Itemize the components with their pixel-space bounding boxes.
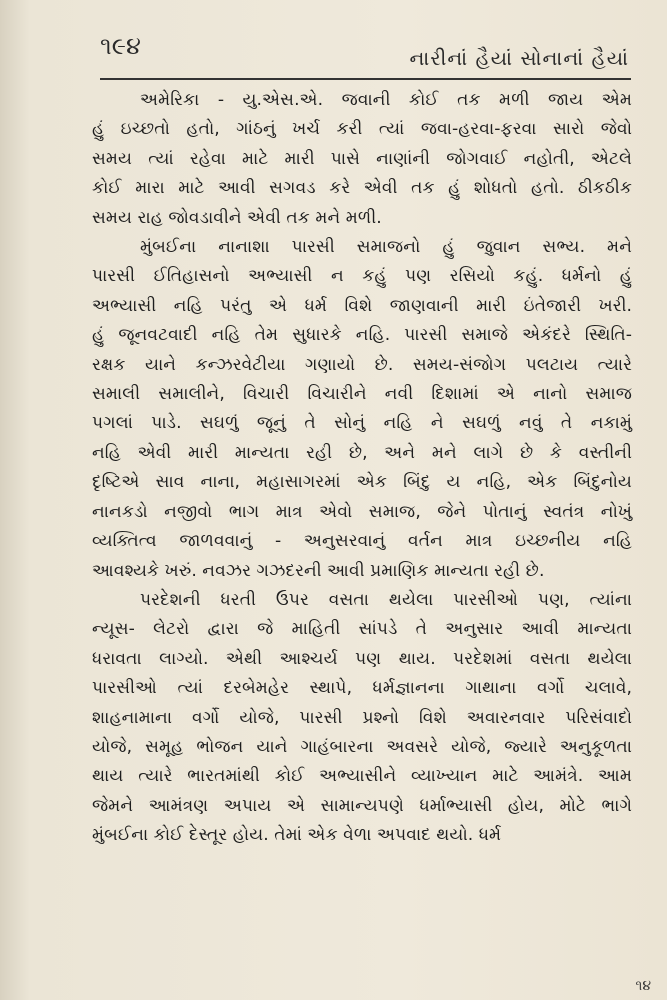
text-line: સમય રાહ જોવડાવીને એવી તક મને મળી. xyxy=(92,207,382,228)
text-line: નહિ એવી મારી માન્યતા રહી છે, અને મને લાગે છે કે વસ્તીની xyxy=(92,442,632,463)
text-line: વ્યક્તિત્વ જાળવવાનું - અનુસરવાનું વર્તન માત્ર ઇચ્છનીય નહિ xyxy=(92,531,632,552)
page-number: ૧૯૪ xyxy=(100,32,141,60)
text-line: જેમને આમંત્રણ અપાય એ સામાન્યપણે ધર્માભ્યાસી હોય, મોટે ભાગે xyxy=(92,795,632,816)
text-line: આવશ્યકે ખરું. નવઝર ગઝદરની આવી પ્રમાણિક માન્યતા રહી છે. xyxy=(92,560,545,581)
text-line: મુંબઈના કોઈ દેસ્તૂર હોય. તેમાં એક વેળા અપવાદ થયો. ધર્મ xyxy=(92,825,502,846)
text-line: રક્ષક યાને કન્ઝરવેટીયા ગણાયો છે. સમય-સંજોગ પલટાય ત્યારે xyxy=(92,354,632,375)
text-line: હું ઇચ્છતો હતો, ગાંઠનું ખર્ચ કરી ત્યાં જવા-હરવા-ફરવા સારો જેવો xyxy=(92,119,632,140)
text-line: પગલાં પાડે. સઘળું જૂનું તે સોનું નહિ ને સઘળું નવું તે નકામું xyxy=(92,413,632,434)
body-text xyxy=(92,86,632,851)
paragraph-3 xyxy=(92,586,632,851)
text-line: કોઈ મારા માટે આવી સગવડ કરે એવી તક હું શોધતો હતો. ઠીકઠીક xyxy=(92,178,632,199)
text-line: હું જૂનવટવાદી નહિ તેમ સુધારકે નહિ. પારસી સમાજે એકંદરે સ્થિતિ- xyxy=(92,325,632,346)
text-line: ધરાવતા લાગ્યો. એથી આશ્ચર્ય પણ થાય. પરદેશમાં વસતા થયેલા xyxy=(92,648,632,669)
footer-folio: ૧૪ xyxy=(635,978,651,994)
paragraph-1 xyxy=(92,86,632,233)
paragraph-2 xyxy=(92,233,632,586)
page-header xyxy=(0,26,667,76)
text-line: ન્યૂસ- લેટરો દ્વારા જે માહિતી સાંપડે તે અનુસાર આવી માન્યતા xyxy=(92,619,632,640)
header-rule xyxy=(100,78,631,80)
text-line: પારસી ઈતિહાસનો અભ્યાસી ન કહું પણ રસિયો કહું. ધર્મનો હું xyxy=(92,266,632,287)
text-line: પારસીઓ ત્યાં દરબેમહેર સ્થાપે, ધર્મજ્ઞાનના ગાથાના વર્ગો ચલાવે, xyxy=(92,678,632,699)
text-line: દૃષ્ટિએ સાવ નાના, મહાસાગરમાં એક બિંદુ ય નહિ, એક બિંદુનોય xyxy=(92,472,632,493)
text-line: થાય ત્યારે ભારતમાંથી કોઈ અભ્યાસીને વ્યાખ્યાન માટે આમંત્રે. આમ xyxy=(92,766,632,787)
text-line: અમેરિકા - યુ.એસ.એ. જવાની કોઈ તક મળી જાય એમ xyxy=(140,90,632,110)
text-line: અભ્યાસી નહિ પરંતુ એ ધર્મ વિશે જાણવાની મારી ઇંતેજારી ખરી. xyxy=(92,295,632,316)
running-title: નારીનાં હૈયાં સોનાનાં હૈયાં xyxy=(409,46,629,70)
text-line: નાનકડો નજીવો ભાગ માત્ર એવો સમાજ, જેને પોતાનું સ્વતંત્ર નોખું xyxy=(92,501,632,522)
text-line: યોજે, સમૂહ ભોજન યાને ગાહંબારના અવસરે યોજે, જ્યારે અનુકૂળતા xyxy=(92,736,632,757)
text-line: સમાલી સમાલીને, વિચારી વિચારીને નવી દિશામાં એ નાનો સમાજ xyxy=(92,384,632,405)
text-line: શાહનામાના વર્ગો યોજે, પારસી પ્રશ્નો વિશે અવારનવાર પરિસંવાદો xyxy=(92,707,632,728)
text-line: મુંબઈના નાનાશા પારસી સમાજનો હું જુવાન સભ્ય. મને xyxy=(140,237,632,258)
text-line: સમય ત્યાં રહેવા માટે મારી પાસે નાણાંની જોગવાઈ નહોતી, એટલે xyxy=(92,148,632,169)
text-line: પરદેશની ધરતી ઉપર વસતા થયેલા પારસીઓ પણ, ત્યાંના xyxy=(140,589,632,610)
